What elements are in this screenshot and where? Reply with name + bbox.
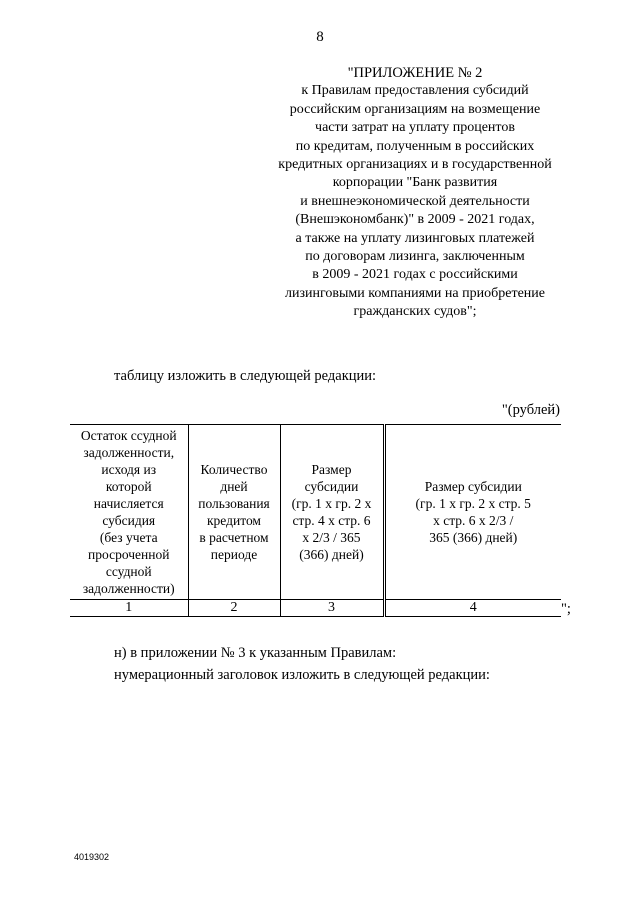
table-header-row — [70, 425, 561, 600]
appendix-line: к Правилам предоставления субсидий — [301, 83, 529, 99]
appendix-line: в 2009 - 2021 годах с российскими — [312, 267, 518, 283]
column-number: 4 — [469, 600, 477, 615]
table-closing-quote: "; — [561, 601, 571, 617]
page-number: 8 — [316, 29, 324, 45]
column-header-loan-balance: Остаток ссудной задолженности, исходя из которой начисляется субсидия (без учета просроченной ссудной задолженности) — [80, 428, 177, 596]
instruction-text: таблицу изложить в следующей редакции: — [114, 368, 377, 384]
appendix-line: лизинговыми компаниями на приобретение — [285, 285, 545, 301]
paragraph-item-n: н) в приложении № 3 к указанным Правилам: — [114, 645, 397, 661]
appendix-line: части затрат на уплату процентов — [315, 120, 515, 136]
appendix-line: по договорам лизинга, заключенным — [305, 249, 525, 265]
appendix-line: российским организациям на возмещение — [289, 101, 541, 117]
table-row-column-numbers — [70, 600, 561, 617]
appendix-line: гражданских судов"; — [353, 304, 477, 320]
appendix-line: (Внешэкономбанк)" в 2009 - 2021 годах, — [295, 212, 535, 228]
subsidy-table — [70, 424, 561, 617]
appendix-title: "ПРИЛОЖЕНИЕ № 2 — [347, 65, 483, 81]
appendix-line: и внешнеэкономической деятельности — [300, 193, 530, 209]
appendix-line: корпорации "Банк развития — [332, 175, 498, 191]
column-number: 3 — [280, 600, 384, 617]
appendix-heading — [250, 64, 580, 322]
column-header-days: Количество дней пользования кредитом в расчетном периоде — [188, 425, 280, 600]
appendix-line: а также на уплату лизинговых платежей — [295, 230, 535, 246]
subsidy-table-container — [70, 424, 561, 617]
column-number: 2 — [188, 600, 280, 617]
column-header-subsidy-size-2: Размер субсидии (гр. 1 х гр. 2 х стр. 5 х стр. 6 х 2/3 / 365 (366) дней) — [415, 479, 531, 545]
units-label: "(рублей) — [501, 402, 560, 418]
document-code: 4019302 — [74, 852, 110, 862]
paragraph-heading-instruction: нумерационный заголовок изложить в следующей редакции: — [114, 667, 490, 683]
column-number: 1 — [125, 600, 133, 615]
appendix-line: по кредитам, полученным в российских — [295, 138, 535, 154]
appendix-line: кредитных организациях и в государственной — [278, 157, 552, 173]
column-header-subsidy-size-1: Размер субсидии (гр. 1 х гр. 2 х стр. 4 х стр. 6 х 2/3 / 365 (366) дней) — [280, 425, 384, 600]
